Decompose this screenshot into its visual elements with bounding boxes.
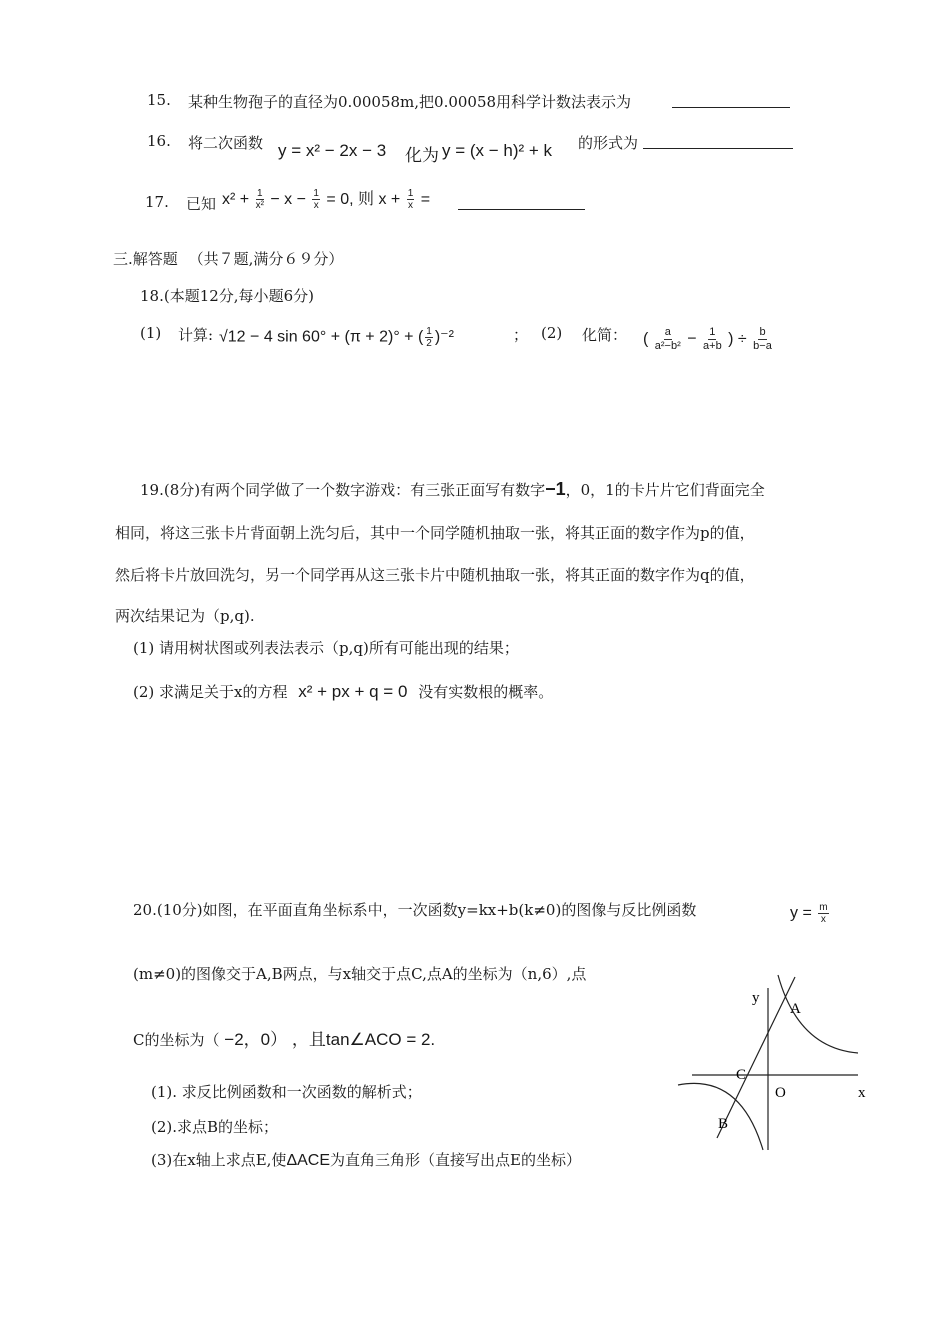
q18-close-divide: ) ÷ xyxy=(728,330,747,348)
q18-part1-text: 计算: xyxy=(178,326,214,344)
q20-frac-den: x xyxy=(820,914,826,925)
q18-frac-1-den: a+b xyxy=(703,340,722,352)
q18-part2-label: (2) xyxy=(541,324,563,342)
q20-line1: 20.(10分)如图，在平面直角坐标系中，一次函数y=kx+b(k≠0)的图像与反比例函数 xyxy=(133,901,697,919)
q17-x-plus: x + xyxy=(378,191,401,208)
q18-frac-a xyxy=(655,326,681,353)
q17-minus-x: − x − xyxy=(270,191,306,208)
figure-label-x: x xyxy=(858,1085,866,1101)
q18-part1-label: (1) xyxy=(140,324,162,342)
q16-expression-vertex-form: y = (x − h)² + k xyxy=(442,141,553,160)
q17-frac-one-over-x-2 xyxy=(407,188,415,211)
q18-part2-text: 化简： xyxy=(582,326,628,344)
q17-frac3-den: x xyxy=(408,200,414,212)
q19-sub2-a: (2) 求满足关于x的方程 xyxy=(133,683,288,701)
q19-line1-a: 19.(8分)有两个同学做了一个数字游戏：有三张正面写有数字 xyxy=(140,481,546,499)
q20-tan-condition: ，且tan∠ACO = 2. xyxy=(291,1030,436,1049)
q20-sub2: (2).求点B的坐标； xyxy=(151,1118,279,1136)
q20-inverse-function xyxy=(790,902,831,925)
figure-label-o: O xyxy=(775,1085,786,1101)
q20-sub3 xyxy=(151,1149,581,1170)
q17-frac-one-over-x xyxy=(312,188,320,211)
q18-open-paren: ( xyxy=(643,330,649,348)
q18-separator: ； xyxy=(513,326,529,344)
q16-text-after: 的形式为 xyxy=(578,134,639,152)
q17-number: 17. xyxy=(145,193,169,211)
q17-text: 已知 xyxy=(186,195,217,213)
q20-figure xyxy=(670,970,880,1160)
q17-x-squared: x² xyxy=(222,191,236,208)
figure-label-c: C xyxy=(736,1067,747,1083)
q15-answer-blank[interactable] xyxy=(672,106,790,108)
q18-minus: − xyxy=(687,330,697,348)
q17-answer-blank[interactable] xyxy=(458,208,585,210)
q18-part1-expression xyxy=(219,326,454,349)
q19-sub2-b: 没有实数根的概率。 xyxy=(418,683,554,701)
q20-sub3-b: 为直角三角形（直接写出点E的坐标） xyxy=(330,1151,581,1169)
q18-header: 18.(本题12分,每小题6分) xyxy=(140,287,314,305)
q20-sub3-a: (3)在x轴上求点E,使 xyxy=(151,1151,287,1169)
q18-part1-exponent: )⁻² xyxy=(434,328,454,346)
q18-frac-1-num: 1 xyxy=(709,326,716,338)
q18-half-num: 1 xyxy=(426,326,432,337)
q20-line3-a: C的坐标为（ xyxy=(133,1031,220,1049)
q18-frac-b xyxy=(753,326,772,353)
q18-half xyxy=(425,326,433,349)
q18-frac-a-num: a xyxy=(664,326,671,338)
q17-equals-zero: = 0, xyxy=(326,191,354,208)
section-title xyxy=(113,248,343,269)
section-title-text: 三.解答题 xyxy=(113,250,178,268)
q16-expression-original: y = x² − 2x − 3 xyxy=(278,141,387,160)
q18-frac-b-den: b−a xyxy=(753,340,772,352)
q18-frac-1 xyxy=(703,326,722,353)
figure-label-y: y xyxy=(752,990,760,1006)
q19-line3: 然后将卡片放回洗匀，另一个同学再从这三张卡片中随机抽取一张，将其正面的数字作为q的值， xyxy=(115,566,755,584)
q20-point-c: −2，0） xyxy=(224,1030,288,1049)
q15-text: 某种生物孢子的直径为0.00058m,把0.00058用科学计数法表示为 xyxy=(188,93,632,111)
q17-frac1-den: x² xyxy=(255,200,264,212)
q18-frac-a-den: a²−b² xyxy=(654,340,681,352)
q16-answer-blank[interactable] xyxy=(643,147,793,149)
q17-frac2-den: x xyxy=(313,200,319,212)
q17-equation xyxy=(222,186,430,211)
q18-part1-expr-main: √12 − 4 sin 60° + (π + 2)° + ( xyxy=(219,328,424,346)
q16-connector: 化为 xyxy=(405,146,439,165)
q15-number: 15. xyxy=(147,91,171,109)
q17-frac2-num: 1 xyxy=(313,188,319,200)
q19-line1 xyxy=(140,479,765,500)
figure-label-a: A xyxy=(790,1001,801,1017)
q17-plus: + xyxy=(239,191,250,208)
section-note: （共７题,满分６９分） xyxy=(188,250,344,268)
q16-number: 16. xyxy=(147,132,171,150)
q18-part2-expression xyxy=(643,326,774,353)
q18-frac-b-num: b xyxy=(759,326,766,338)
q19-neg-one: −1 xyxy=(545,479,566,499)
q20-triangle-ace: ΔACE xyxy=(286,1152,331,1169)
q16-text-before: 将二次函数 xyxy=(188,134,264,152)
q17-then: 则 xyxy=(358,191,375,208)
q17-frac1-num: 1 xyxy=(256,188,263,200)
q19-line4: 两次结果记为（p,q). xyxy=(115,607,255,625)
q20-line3 xyxy=(133,1025,435,1050)
q20-line2: (m≠0)的图像交于A,B两点，与x轴交于点C,点A的坐标为（n,6）,点 xyxy=(133,965,587,983)
q19-line2: 相同，将这三张卡片背面朝上洗匀后，其中一个同学随机抽取一张，将其正面的数字作为p的值， xyxy=(115,524,755,542)
q20-frac-m-over-x xyxy=(818,902,828,925)
q19-sub1: (1) 请用树状图或列表法表示（p,q)所有可能出现的结果； xyxy=(133,639,519,657)
q19-sub2 xyxy=(133,681,553,702)
q18-half-den: 2 xyxy=(426,338,432,349)
q20-frac-num: m xyxy=(819,902,828,913)
q19-line1-b: ，0，1的卡片片它们背面完全 xyxy=(565,481,765,499)
q20-y-equals: y = xyxy=(790,904,812,922)
q17-equals: = xyxy=(420,191,431,208)
q20-sub1: (1). 求反比例函数和一次函数的解析式； xyxy=(151,1083,422,1101)
q19-equation: x² + px + q = 0 xyxy=(298,682,408,701)
q17-frac3-num: 1 xyxy=(407,188,414,200)
figure-label-b: B xyxy=(718,1116,729,1132)
q17-frac-one-over-x2 xyxy=(256,188,264,211)
